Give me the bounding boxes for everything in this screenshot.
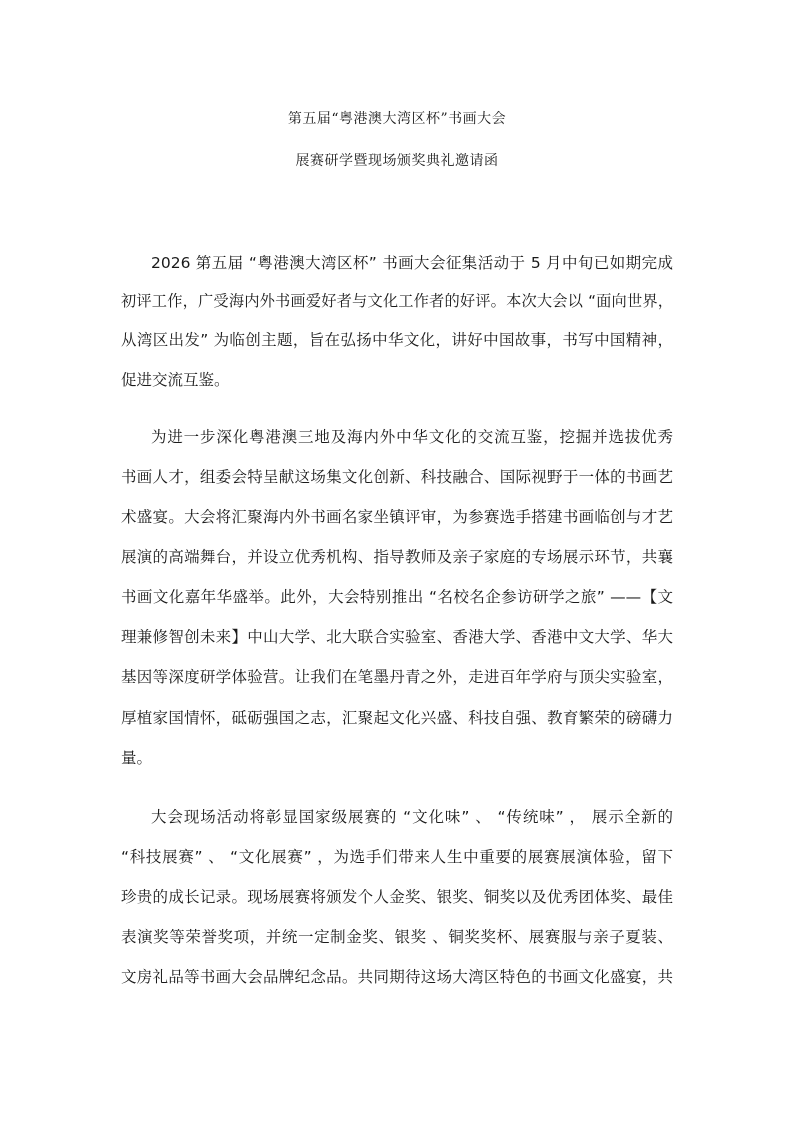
paragraph-2-line-4: 展演的高端舞台，并设立优秀机构、指导教师及亲子家庭的专场展示环节，共襄 — [121, 548, 673, 566]
paragraph-2-line-9: 量。 — [121, 749, 153, 767]
paragraph-3-line-2: “科技展赛” 、 “文化展赛” ，为选手们带来人生中重要的展赛展演体验，留下 — [121, 848, 673, 866]
paragraph-3-line-3: 珍贵的成长记录。现场展赛将颁发个人金奖、银奖、铜奖以及优秀团体奖、最佳 — [121, 888, 673, 906]
paragraph-2-line-3: 术盛宴。大会将汇聚海内外书画名家坐镇评审，为参赛选手搭建书画临创与才艺 — [121, 508, 673, 526]
paragraph-1-line-2: 初评工作，广受海内外书画爱好者与文化工作者的好评。本次大会以 “面向世界， — [121, 292, 673, 310]
paragraph-1-line-3: 从湾区出发” 为临创主题，旨在弘扬中华文化，讲好中国故事，书写中国精神， — [121, 331, 673, 349]
paragraph-1-line-4: 促进交流互鉴。 — [121, 371, 230, 389]
paragraph-3-line-4: 表演奖等荣誉奖项，并统一定制金奖、银奖 、铜奖奖杯、展赛服与亲子夏装、 — [121, 928, 673, 946]
document-title-line-2: 展赛研学暨现场颁奖典礼邀请函 — [295, 153, 499, 169]
document-title-line-1: 第五届“粤港澳大湾区杯”书画大会 — [287, 111, 507, 127]
paragraph-2-line-6: 理兼修智创未来】中山大学、北大联合实验室、香港大学、香港中文大学、华大 — [121, 628, 673, 646]
paragraph-2-line-2: 书画人才，组委会特呈献这场集文化创新、科技融合、国际视野于一体的书画艺 — [121, 468, 673, 486]
paragraph-1-line-1: 2026 第五届 “粤港澳大湾区杯” 书画大会征集活动于 5 月中旬已如期完成 — [151, 254, 673, 272]
paragraph-3-line-1: 大会现场活动将彰显国家级展赛的 “文化味” 、 “传统味” ， 展示全新的 — [151, 808, 673, 826]
paragraph-2-line-8: 厚植家国情怀，砥砺强国之志，汇聚起文化兴盛、科技自强、教育繁荣的磅礴力 — [121, 709, 673, 727]
paragraph-2-line-5: 书画文化嘉年华盛举。此外，大会特别推出 “名校名企参访研学之旅” ——【文 — [121, 588, 673, 606]
paragraph-3-line-5: 文房礼品等书画大会品牌纪念品。共同期待这场大湾区特色的书画文化盛宴，共 — [121, 968, 673, 986]
paragraph-2-line-7: 基因等深度研学体验营。让我们在笔墨丹青之外，走进百年学府与顶尖实验室， — [121, 668, 673, 686]
paragraph-2-line-1: 为进一步深化粤港澳三地及海内外中华文化的交流互鉴，挖掘并选拔优秀 — [151, 428, 673, 446]
